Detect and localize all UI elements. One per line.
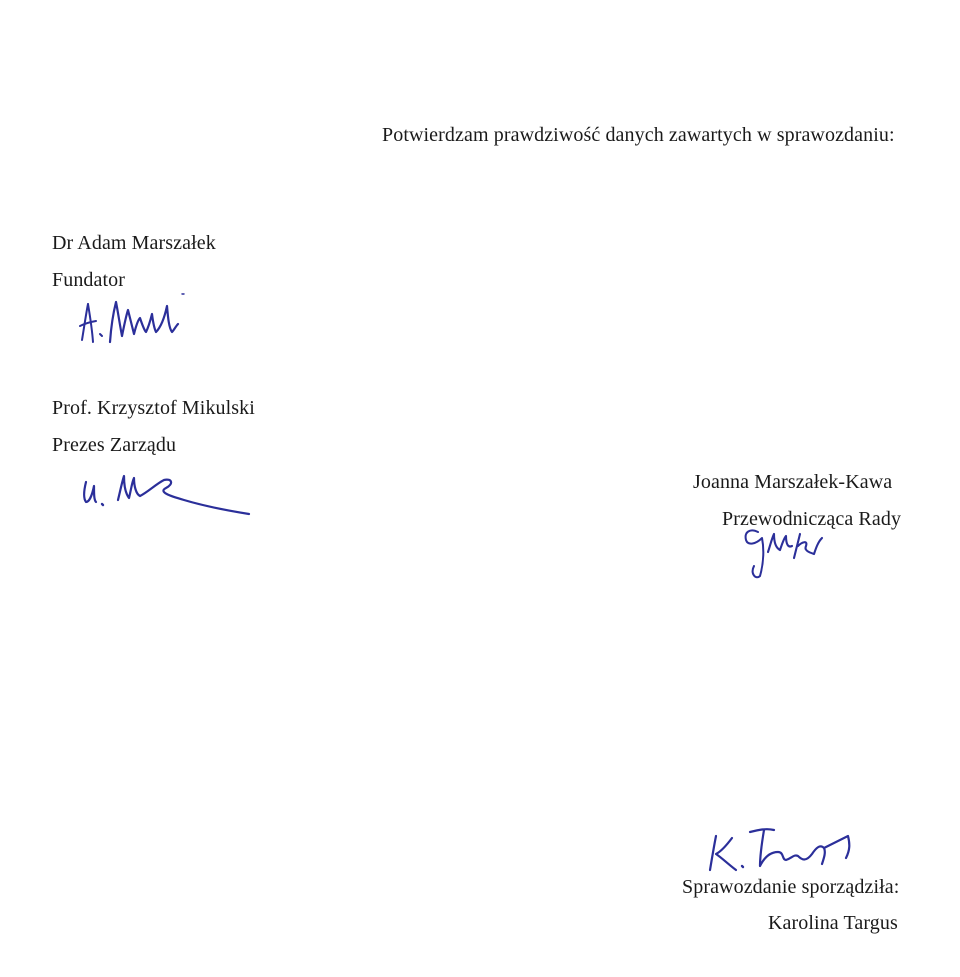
prepared-by-name: Karolina Targus: [768, 912, 898, 934]
signatory-name-chair: Joanna Marszałek-Kawa: [693, 471, 893, 493]
signatory-role-president: Prezes Zarządu: [52, 434, 177, 456]
signature-founder: [70, 284, 220, 354]
signatory-role-founder: Fundator: [52, 269, 126, 291]
signature-chair: [728, 518, 848, 588]
signatory-role-chair: Przewodnicząca Rady: [722, 508, 902, 530]
signatory-name-founder: Dr Adam Marszałek: [52, 232, 216, 254]
confirmation-statement: Potwierdzam prawdziwość danych zawartych w sprawozdaniu:: [382, 124, 895, 146]
prepared-by-label: Sprawozdanie sporządziła:: [682, 876, 900, 898]
signature-preparer: [698, 818, 878, 878]
signatory-name-president: Prof. Krzysztof Mikulski: [52, 397, 255, 419]
signature-president: [74, 468, 274, 528]
